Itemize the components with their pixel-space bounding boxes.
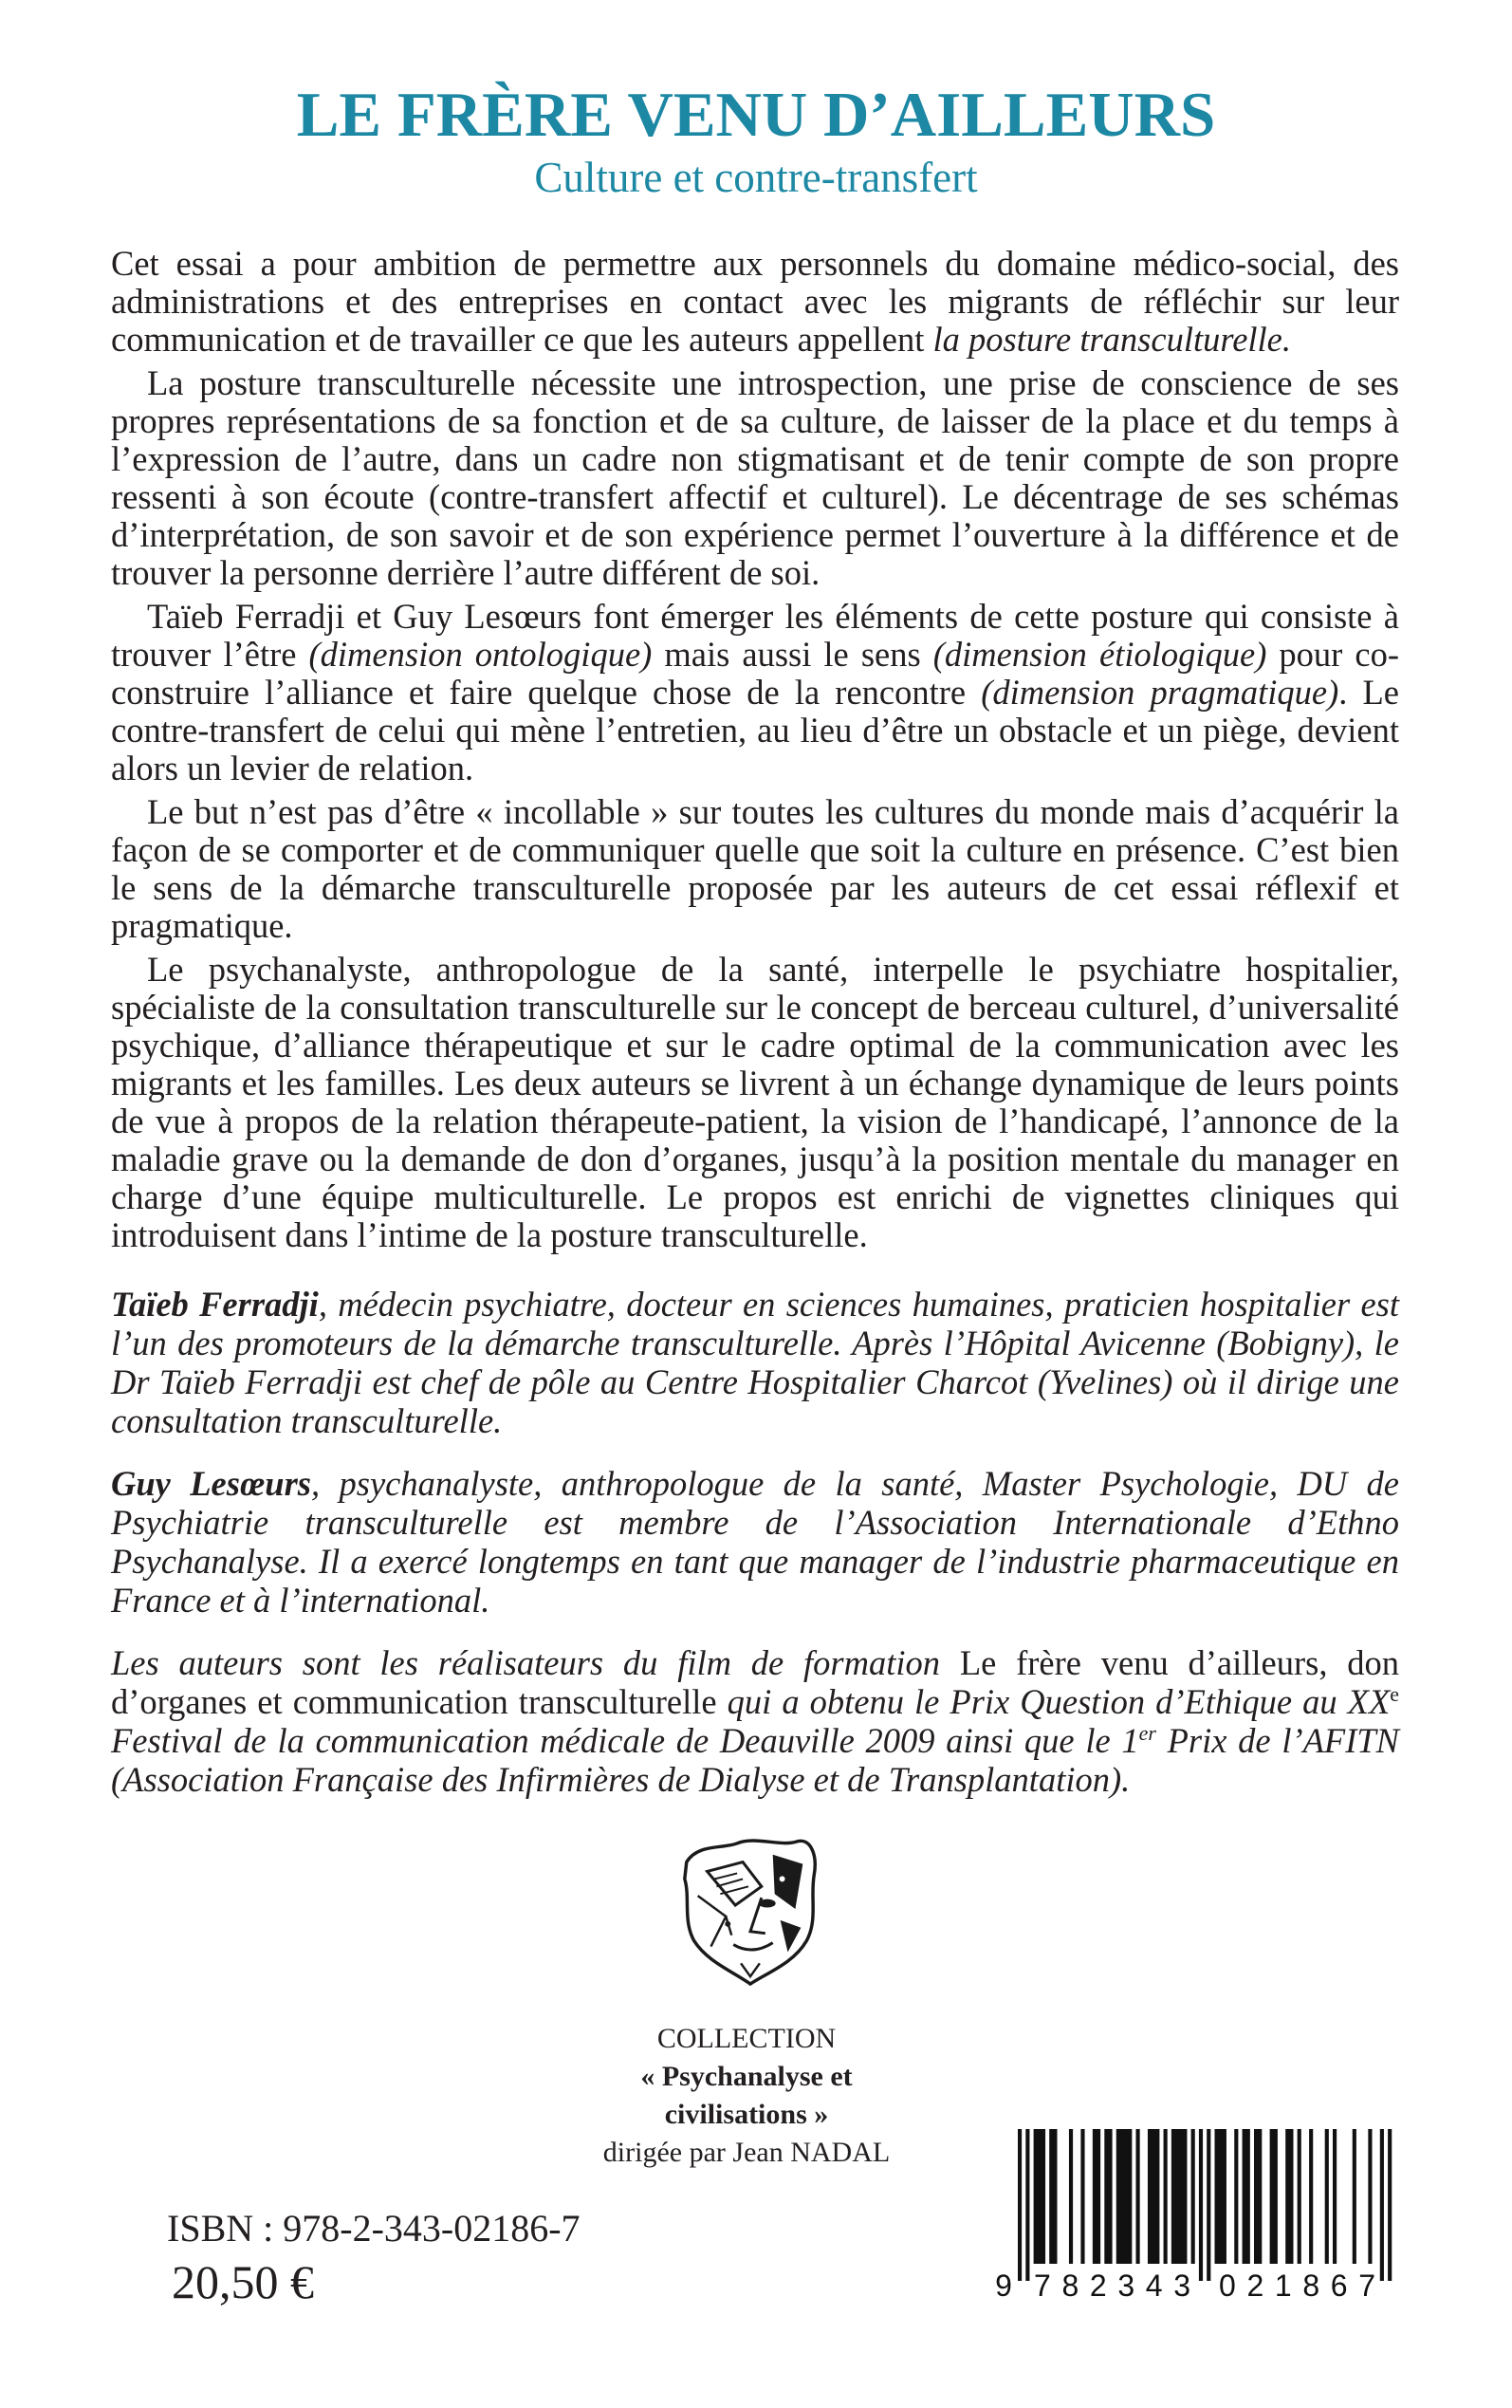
ordinal-superscript: er — [1138, 1720, 1156, 1745]
barcode-bar — [1171, 2129, 1188, 2264]
isbn: ISBN : 978-2-343-02186-7 — [167, 2207, 581, 2250]
barcode — [986, 2123, 1404, 2304]
collection-label: COLLECTION — [656, 2023, 837, 2054]
author-name: Guy Lesœurs — [111, 1464, 311, 1503]
film-note-text: Prix de l’AFITN (Association Française des Infirmières de Dialyse et de Transplantation). — [111, 1721, 1400, 1799]
barcode-digits-right: 021867 — [1219, 2269, 1375, 2303]
barcode-bar — [1116, 2129, 1133, 2264]
barcode-bar — [1285, 2129, 1293, 2264]
barcode-bar — [1234, 2129, 1238, 2264]
blurb-text: Cet essai a pour ambition de permettre aux personnels du domaine médico-social, des administrations et des entreprises en contact avec les migrants de réfléchir sur leur communication et de travailler ce que les auteurs appellent — [111, 244, 1399, 359]
book-subtitle: Culture et contre-transfert — [534, 154, 978, 201]
author-bio-1 — [111, 1285, 1399, 1440]
blurb-text: pour co-construire l’alliance et faire quelque chose de la rencontre — [111, 635, 1399, 712]
barcode-guard-bar — [1207, 2129, 1210, 2281]
ordinal-superscript: e — [1390, 1681, 1399, 1706]
author-bio-text: , psychanalyste, anthropologue de la santé, Master Psychologie, DU de Psychiatrie transculturelle est membre de l’Association Internationale d’Ethno Psychanalyse. Il a exercé longtemps en tant que manager de l’industrie pharmaceutique en France et à l’international. — [111, 1464, 1399, 1620]
collection-director: dirigée par Jean NADAL — [602, 2137, 891, 2168]
barcode-digits-left: 782343 — [1034, 2269, 1190, 2303]
barcode-bar — [1333, 2129, 1337, 2264]
film-title: Le frère venu d’ailleurs, don d’organes et communication transculturelle — [111, 1643, 1399, 1721]
blurb-emphasis: (dimension étiologique) — [932, 635, 1267, 674]
blurb-text: . Le contre-transfert de celui qui mène l’entretien, au lieu d’être un obstacle et un piège, devient alors un levier de relation. — [111, 673, 1400, 787]
barcode-guard-bar — [1018, 2129, 1022, 2281]
blurb-emphasis: (dimension ontologique) — [308, 635, 653, 674]
publisher-emblem-icon — [670, 1830, 829, 1990]
barcode-bar — [1049, 2129, 1057, 2264]
barcode-bar — [1270, 2129, 1278, 2264]
collection-block — [557, 2020, 936, 2172]
barcode-bar — [1325, 2129, 1329, 2264]
blurb-paragraph-1 — [111, 245, 1399, 359]
author-bio-2 — [111, 1464, 1399, 1620]
film-note — [111, 1643, 1399, 1799]
price: 20,50 € — [172, 2255, 314, 2308]
barcode-bar — [1093, 2129, 1100, 2264]
barcode-bar — [1243, 2129, 1250, 2264]
back-cover-text — [111, 245, 1399, 1799]
book-title: LE FRÈRE VENU D’AILLEURS — [296, 80, 1216, 150]
blurb-text: mais aussi le sens — [652, 635, 933, 674]
barcode-bar — [1309, 2129, 1313, 2264]
barcode-bar — [1353, 2129, 1356, 2264]
author-name: Taïeb Ferradji — [111, 1285, 319, 1324]
barcode-guard-bar — [1199, 2129, 1203, 2281]
blurb-text: Taïeb Ferradji et Guy Lesœurs font émerger les éléments de cette posture qui consiste à trouver l’être — [111, 597, 1399, 674]
barcode-bar — [1368, 2129, 1372, 2264]
blurb-paragraph-4 — [111, 793, 1399, 945]
author-bio-text: , médecin psychiatre, docteur en sciences humaines, praticien hospitalier est l’un des promoteurs de la démarche transculturelle. Après l’Hôpital Avicenne (Bobigny), le Dr Taïeb Ferradji est chef de pôle au Centre Hospitalier Charcot (Yvelines) où il dirige une consultation transculturelle. — [111, 1285, 1399, 1440]
barcode-bar — [1080, 2129, 1084, 2264]
barcode-guard-bar — [1380, 2129, 1384, 2281]
blurb-emphasis: (dimension pragmatique) — [981, 673, 1339, 712]
collection-name: « Psychanalyse et civilisations » — [640, 2061, 853, 2130]
barcode-guard-bar — [1025, 2129, 1029, 2281]
blurb-paragraph-5 — [111, 951, 1399, 1254]
film-note-intro: Les auteurs sont les réalisateurs du film de formation — [111, 1643, 960, 1682]
barcode-bar — [1215, 2129, 1226, 2264]
film-note-text: qui a obtenu le Prix Question d’Ethique au XX — [716, 1682, 1391, 1721]
barcode-bar — [1104, 2129, 1112, 2264]
blurb-emphasis: la posture transculturelle. — [932, 320, 1292, 359]
barcode-bar — [1148, 2129, 1159, 2264]
barcode-bar — [1069, 2129, 1073, 2264]
blurb-text: Le psychanalyste, anthropologue de la santé, interpelle le psychiatre hospitalier, spécialiste de la consultation transculturelle sur le concept de berceau culturel, d’universalité psychique, d’alliance thérapeutique et sur le cadre optimal de la communication avec les migrants et les familles. Les deux auteurs se livrent à un échange dynamique de leurs points de vue à propos de la relation thérapeute-patient, la vision de l’handicapé, l’annonce de la maladie grave ou la demande de don d’organes, jusqu’à la position mentale du manager en charge d’une équipe multiculturelle. Le propos est enrichi de vignettes cliniques qui introduisent dans l’intime de la posture transculturelle. — [111, 950, 1399, 1254]
blurb-text: Le but n’est pas d’être « incollable » sur toutes les cultures du monde mais d’acquérir la façon de se comporter et de communiquer quelle que soit la culture en présence. C’est bien le sens de la démarche transculturelle proposée par les auteurs de cet essai réflexif et pragmatique. — [111, 792, 1399, 945]
blurb-paragraph-2 — [111, 364, 1399, 592]
barcode-bar — [1298, 2129, 1301, 2264]
barcode-bar — [1191, 2129, 1195, 2264]
barcode-guard-bar — [1388, 2129, 1392, 2281]
film-note-text: Festival de la communication médicale de Deauville 2009 ainsi que le 1 — [111, 1721, 1139, 1760]
barcode-bar — [1254, 2129, 1262, 2264]
barcode-digit-lead: 9 — [995, 2269, 1012, 2303]
blurb-paragraph-3 — [111, 598, 1399, 787]
barcode-bar — [1136, 2129, 1140, 2264]
barcode-bar — [1034, 2129, 1045, 2264]
barcode-bar — [1164, 2129, 1168, 2264]
blurb-text: La posture transculturelle nécessite une introspection, une prise de conscience de ses propres représentations de sa fonction et de sa culture, de laisser de la place et du temps à l’expression de l’autre, dans un cadre non stigmatisant et de tenir compte de son propre ressenti à son écoute (contre-transfert affectif et culturel). Le décentrage de ses schémas d’interprétation, de son savoir et de son expérience permet l’ouverture à la différence et de trouver la personne derrière l’autre différent de soi. — [111, 363, 1399, 592]
